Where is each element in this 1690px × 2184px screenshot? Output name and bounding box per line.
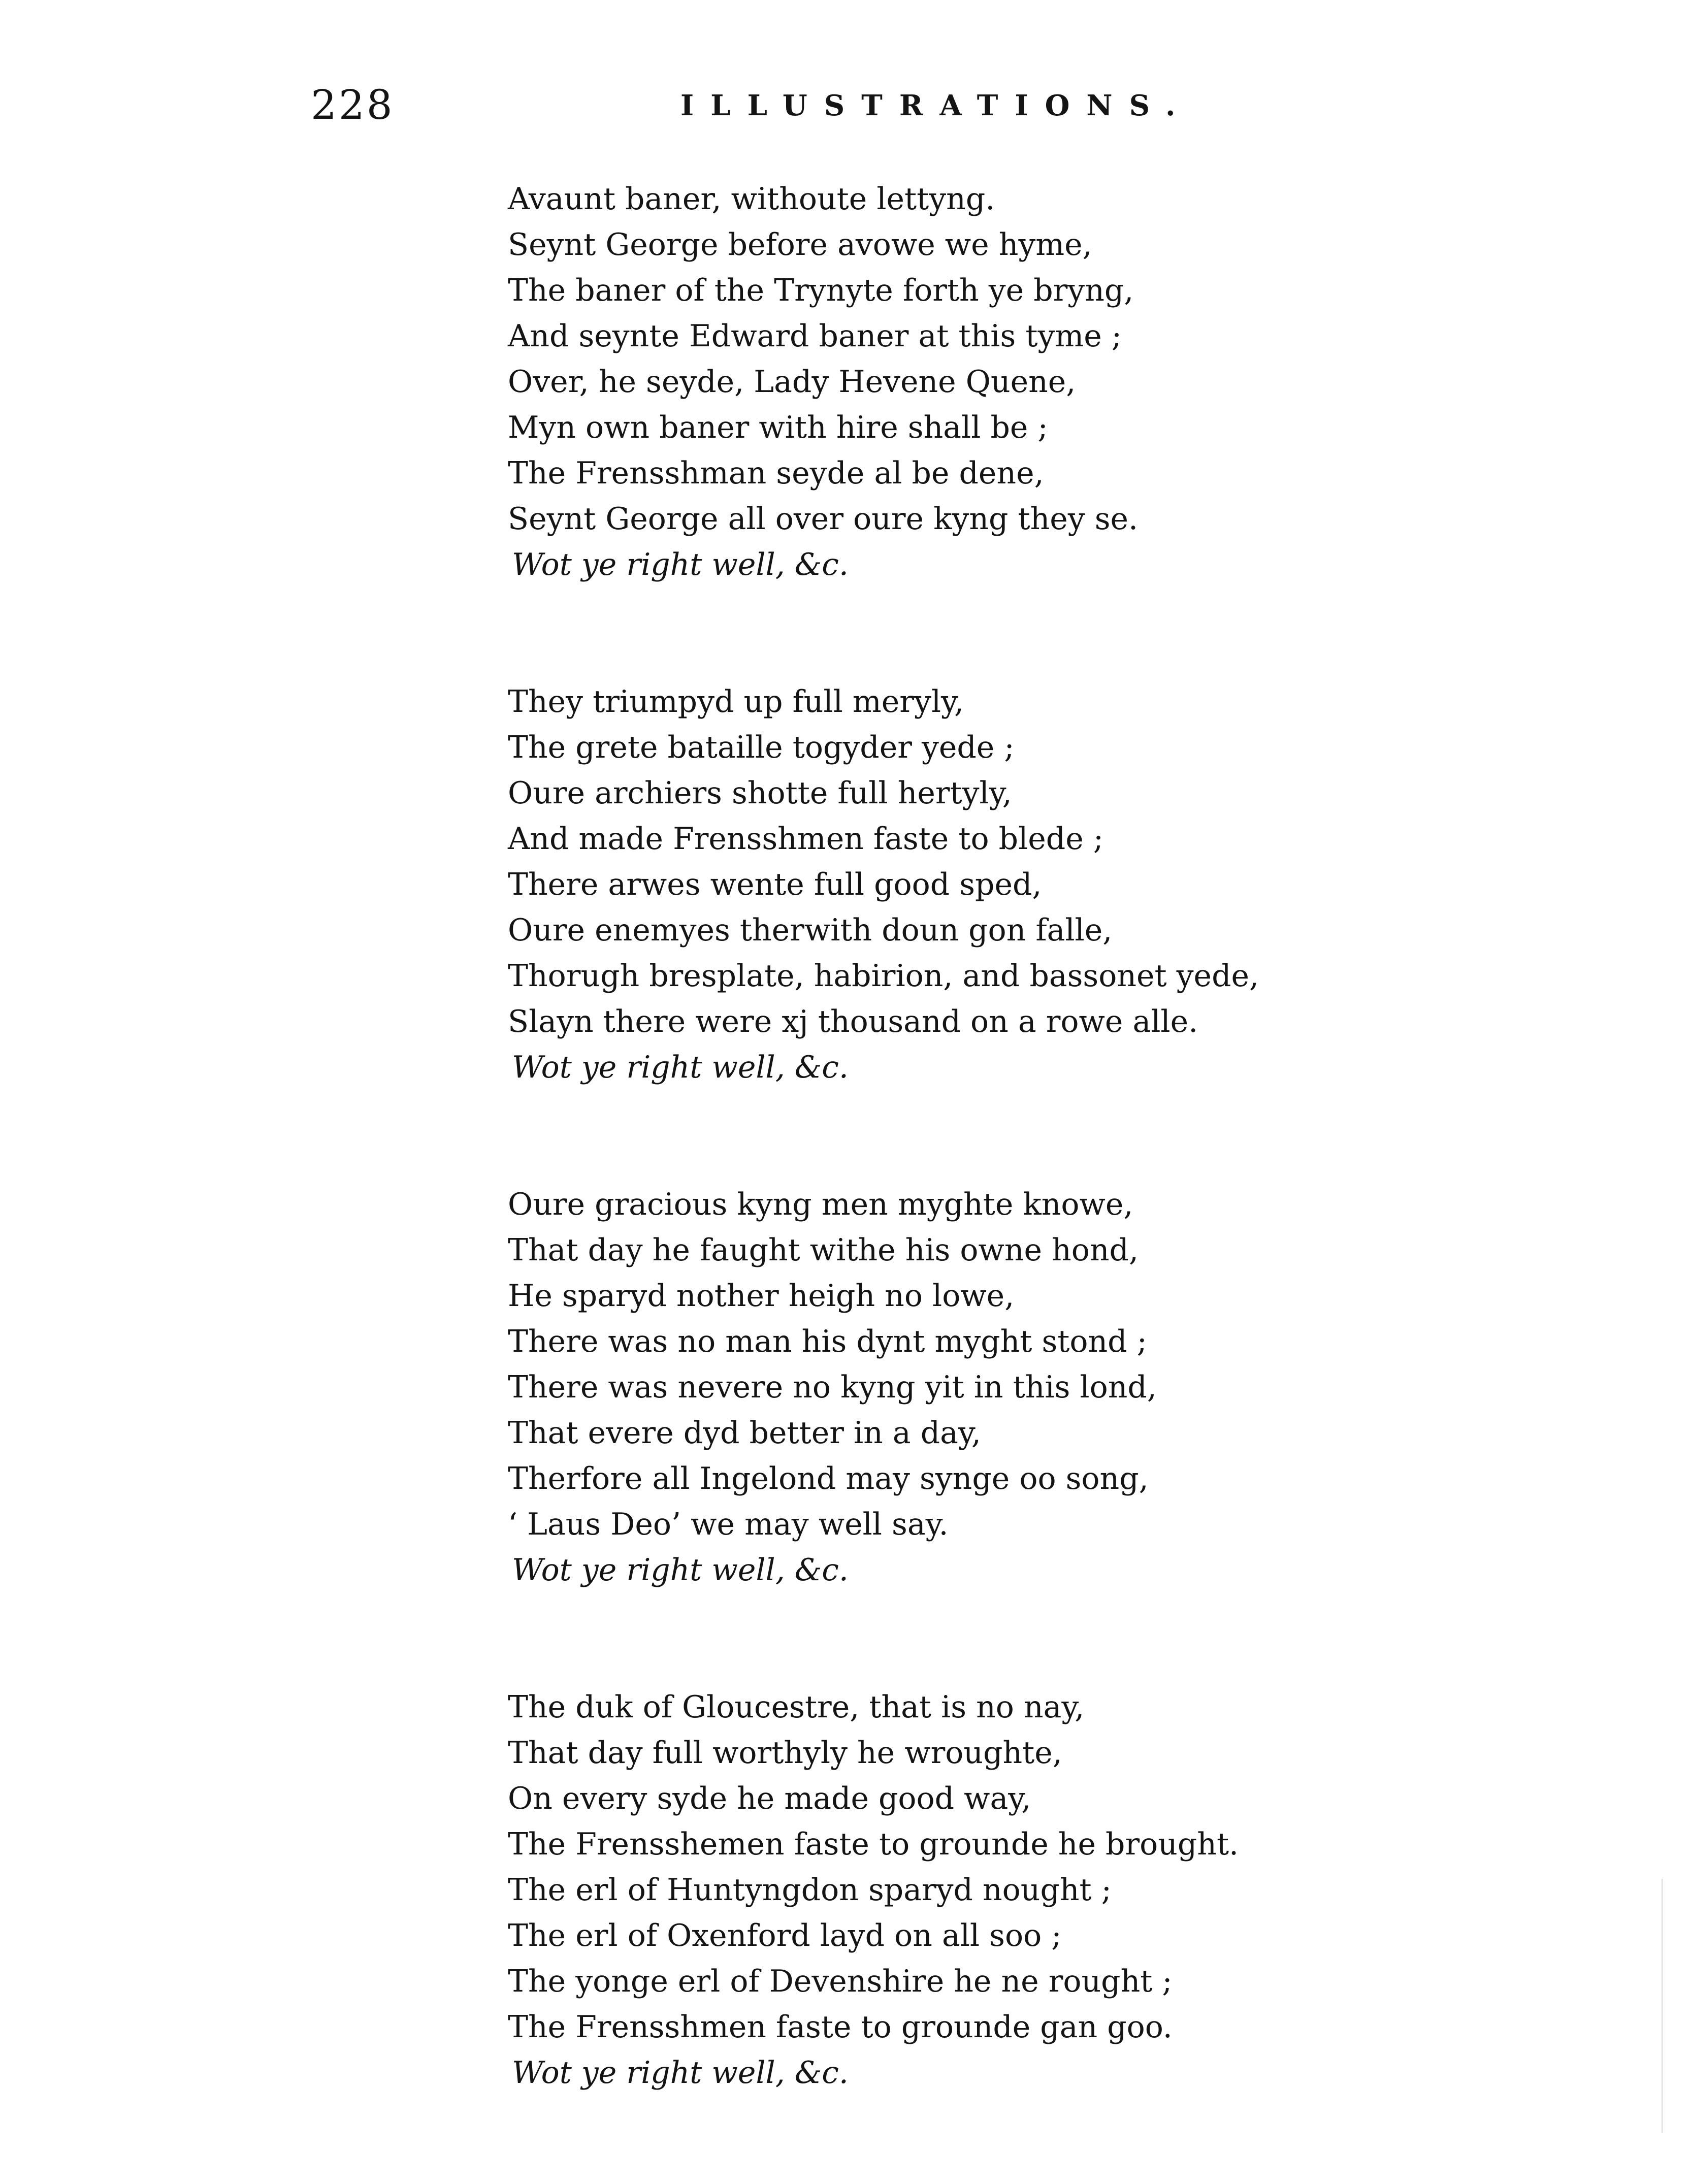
refrain-line: Wot ye right well, &c. — [512, 1050, 849, 1085]
stanza-1 — [508, 176, 1473, 588]
verse-line: They triumpyd up full meryly, — [508, 684, 964, 720]
verse-line: And made Frensshmen faste to blede ; — [508, 821, 1103, 857]
verse-line: That day full worthyly he wroughte, — [508, 1735, 1062, 1771]
verse-line: The Frensshemen faste to grounde he brought. — [508, 1827, 1239, 1862]
verse-line: That evere dyd better in a day, — [508, 1415, 981, 1451]
stanza-4 — [508, 1684, 1473, 2096]
refrain-line: Wot ye right well, &c. — [512, 547, 849, 582]
verse-line: The Frensshman seyde al be dene, — [508, 455, 1044, 491]
verse-line: The grete bataille togyder yede ; — [508, 730, 1015, 765]
verse-line: Oure gracious kyng men myghte knowe, — [508, 1187, 1133, 1222]
verse-line: Oure enemyes therwith doun gon falle, — [508, 912, 1113, 948]
verse-line: Myn own baner with hire shall be ; — [508, 410, 1048, 445]
poem — [508, 176, 1473, 2096]
verse-line: The erl of Oxenford layd on all soo ; — [508, 1918, 1062, 1953]
verse-line: On every syde he made good way, — [508, 1781, 1031, 1816]
verse-line: Oure archiers shotte full hertyly, — [508, 775, 1012, 811]
verse-line: Thorugh bresplate, habirion, and bassonet yede, — [508, 958, 1259, 994]
verse-line: Seynt George all over oure kyng they se. — [508, 501, 1139, 537]
stanza-2 — [508, 679, 1473, 1090]
verse-line: The yonge erl of Devenshire he ne rought ; — [508, 1964, 1173, 1999]
verse-line: Seynt George before avowe we hyme, — [508, 227, 1092, 263]
refrain-line: Wot ye right well, &c. — [512, 1552, 849, 1588]
scan-edge-mark — [1662, 1879, 1663, 2133]
verse-line: ‘ Laus Deo’ we may well say. — [508, 1507, 949, 1542]
verse-line: The Frensshmen faste to grounde gan goo. — [508, 2009, 1173, 2045]
verse-line: And seynte Edward baner at this tyme ; — [508, 318, 1122, 354]
verse-line: Slayn there were xj thousand on a rowe alle. — [508, 1004, 1198, 1039]
refrain-line: Wot ye right well, &c. — [512, 2055, 849, 2091]
page-number: 228 — [311, 81, 395, 128]
verse-line: Therfore all Ingelond may synge oo song, — [508, 1461, 1149, 1496]
verse-line: The duk of Gloucestre, that is no nay, — [508, 1689, 1085, 1725]
verse-line: Over, he seyde, Lady Hevene Quene, — [508, 364, 1076, 400]
verse-line: There was no man his dynt myght stond ; — [508, 1324, 1147, 1359]
verse-line: Avaunt baner, withoute lettyng. — [508, 181, 995, 217]
verse-line: He sparyd nother heigh no lowe, — [508, 1278, 1015, 1314]
stanza-3 — [508, 1182, 1473, 1593]
verse-line: There arwes wente full good sped, — [508, 867, 1042, 902]
verse-line: The erl of Huntyngdon sparyd nought ; — [508, 1872, 1112, 1908]
running-head: ILLUSTRATIONS. — [680, 89, 1192, 122]
verse-line: The baner of the Trynyte forth ye bryng, — [508, 273, 1134, 308]
verse-line: There was nevere no kyng yit in this lond, — [508, 1370, 1157, 1405]
verse-line: That day he faught withe his owne hond, — [508, 1232, 1139, 1268]
